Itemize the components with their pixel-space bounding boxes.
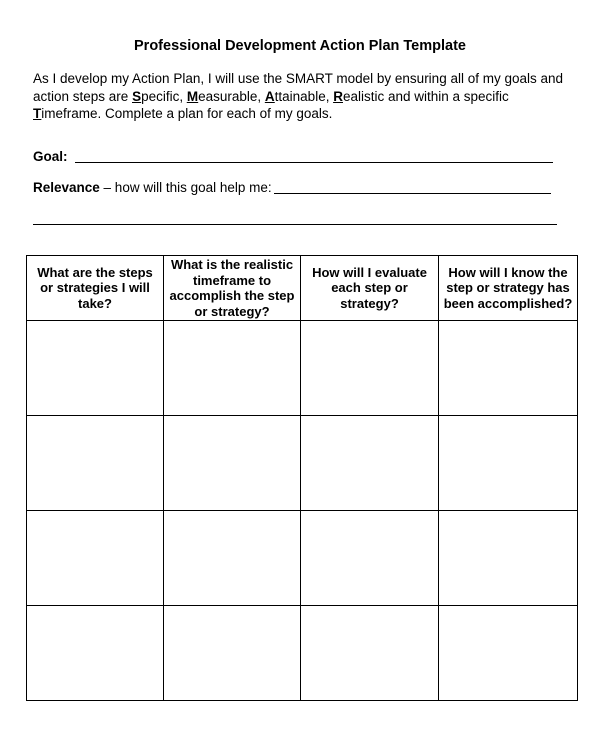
relevance-label: Relevance (33, 180, 100, 195)
smart-letter-s: S (132, 88, 142, 104)
page-title: Professional Development Action Plan Template (134, 38, 466, 54)
smart-word-a: ttainable, (274, 88, 334, 104)
smart-letter-m: M (186, 88, 199, 104)
smart-letter-t: T (33, 106, 42, 121)
table-cell[interactable] (439, 606, 578, 701)
goal-label: Goal: (33, 149, 68, 164)
goal-blank-line[interactable] (75, 162, 553, 163)
table-cell[interactable] (439, 416, 578, 511)
table-cell[interactable] (164, 321, 301, 416)
relevance-blank-line-2[interactable] (33, 224, 557, 225)
relevance-prompt: – how will this goal help me: (99, 180, 272, 195)
table-cell[interactable] (301, 606, 439, 701)
header-steps: What are the steps or strategies I will take? (27, 256, 164, 321)
table-cell[interactable] (27, 416, 164, 511)
header-timeframe: What is the realistic timeframe to accomplish the step or strategy? (164, 256, 301, 321)
table-cell[interactable] (27, 321, 164, 416)
table-row (27, 511, 578, 606)
table-cell[interactable] (301, 321, 439, 416)
goal-row (33, 149, 68, 164)
smart-word-s: pecific, (141, 88, 187, 104)
smart-word-m: easurable, (198, 88, 265, 104)
table-cell[interactable] (439, 511, 578, 606)
table-cell[interactable] (301, 511, 439, 606)
smart-letter-a: A (264, 88, 275, 104)
table-cell[interactable] (164, 511, 301, 606)
header-accomplished: How will I know the step or strategy has been accomplished? (439, 256, 578, 321)
relevance-row (33, 180, 272, 195)
relevance-blank-line[interactable] (274, 193, 551, 194)
table-row (27, 606, 578, 701)
table-cell[interactable] (301, 416, 439, 511)
smart-word-r: ealistic and within a specific (342, 88, 509, 104)
intro-paragraph (33, 70, 573, 123)
table-cell[interactable] (164, 416, 301, 511)
intro-text: As I develop my Action Plan, I will use the SMART model by ensuring all of my goals and action steps are (33, 71, 564, 104)
table-cell[interactable] (439, 321, 578, 416)
table-header-row (27, 256, 578, 321)
table-cell[interactable] (27, 606, 164, 701)
table-cell[interactable] (27, 511, 164, 606)
smart-letter-r: R (333, 88, 343, 104)
table-cell[interactable] (164, 606, 301, 701)
table-row (27, 321, 578, 416)
action-plan-table (26, 255, 578, 701)
table-row (27, 416, 578, 511)
smart-word-t: imeframe. Complete a plan for each of my goals. (41, 106, 333, 121)
header-evaluate: How will I evaluate each step or strategy? (301, 256, 439, 321)
